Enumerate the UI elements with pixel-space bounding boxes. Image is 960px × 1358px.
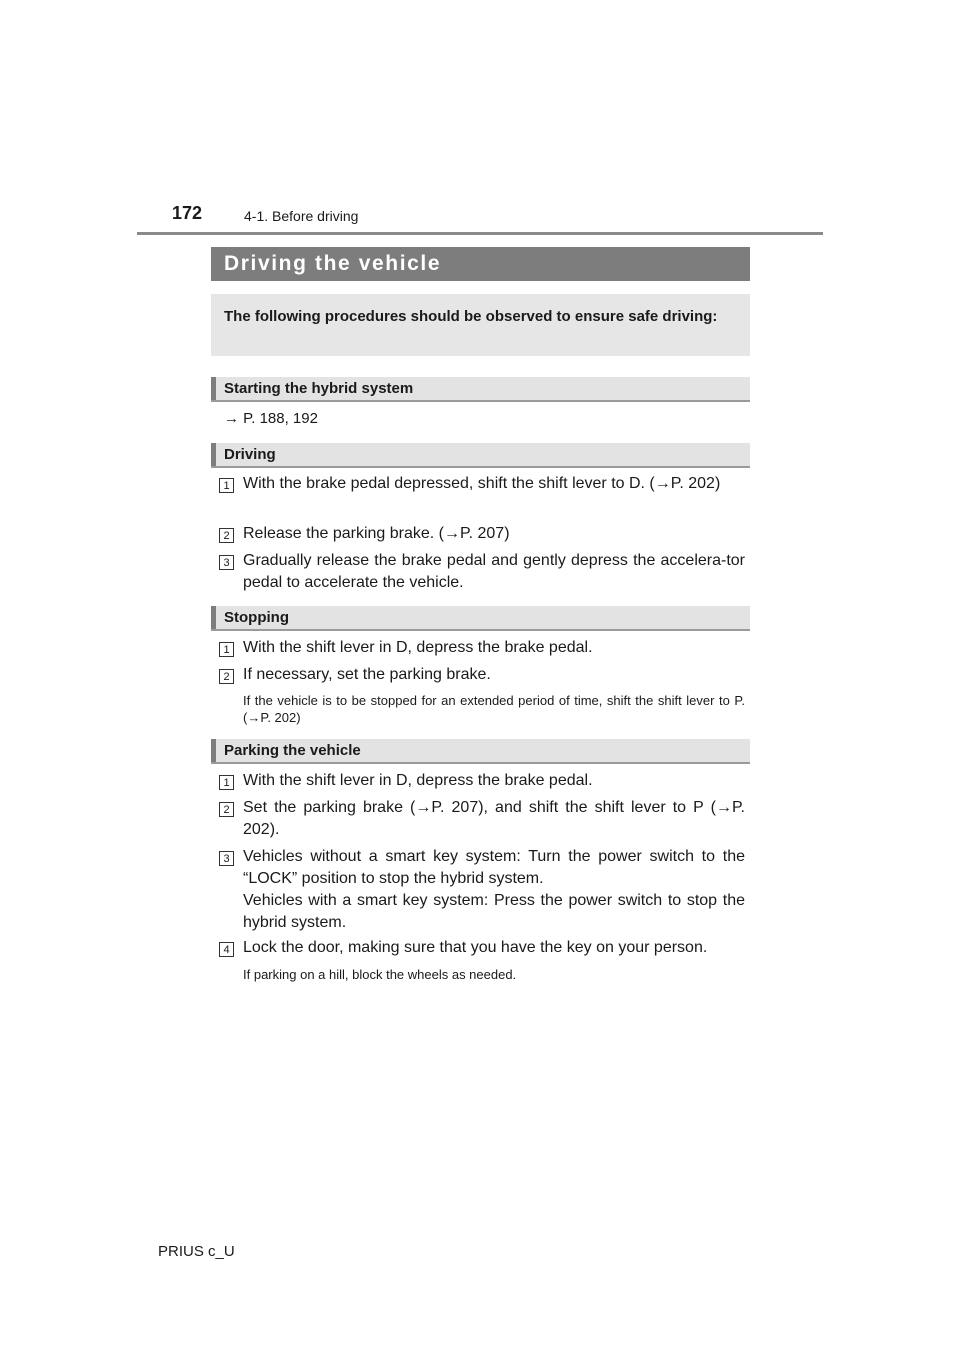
step-number-badge: 1: [219, 478, 234, 493]
section-label: 4-1. Before driving: [244, 208, 359, 224]
page-number: 172: [172, 203, 203, 223]
step-number-badge: 2: [219, 528, 234, 543]
intro-text: The following procedures should be observed to ensure safe driving:: [224, 308, 718, 325]
step-text: With the shift lever in D, depress the brake pedal.: [243, 772, 593, 789]
heading-driving-text: Driving: [224, 446, 276, 463]
step-number-badge: 2: [219, 669, 234, 684]
step-text: Gradually release the brake pedal and gently depress the accelera-tor pedal to accelerate the vehicle.: [243, 552, 745, 591]
heading-stopping-text: Stopping: [224, 609, 289, 626]
step-number-badge: 2: [219, 802, 234, 817]
header-rule: [137, 232, 823, 235]
footer-model: PRIUS c_U: [158, 1243, 235, 1260]
step-number-badge: 4: [219, 942, 234, 957]
step-text: Set the parking brake (→P. 207), and shift the shift lever to P (→P. 202).: [243, 799, 745, 838]
step-text: With the brake pedal depressed, shift the shift lever to D. (→P. 202): [243, 475, 721, 492]
step-continuation-text: Vehicles with a smart key system: Press the power switch to stop the hybrid system.: [243, 892, 745, 931]
heading-parking: [211, 739, 750, 764]
step-text: Lock the door, making sure that you have the key on your person.: [243, 939, 708, 956]
starting-ref: → P. 188, 192: [224, 410, 318, 427]
stopping-note: If the vehicle is to be stopped for an extended period of time, shift the shift lever to P. (→P. 202): [243, 693, 745, 725]
page-title: Driving the vehicle: [224, 252, 442, 275]
step-text: Vehicles without a smart key system: Turn the power switch to the “LOCK” position to stop the hybrid system.: [243, 848, 745, 887]
step-text: Release the parking brake. (→P. 207): [243, 525, 510, 542]
step-number-badge: 3: [219, 851, 234, 866]
heading-starting: [211, 377, 750, 402]
title-bar: [211, 247, 750, 281]
heading-parking-text: Parking the vehicle: [224, 742, 361, 759]
heading-driving: [211, 443, 750, 468]
heading-starting-text: Starting the hybrid system: [224, 380, 414, 397]
step-number-badge: 3: [219, 555, 234, 570]
step-number-badge: 1: [219, 642, 234, 657]
heading-stopping: [211, 606, 750, 631]
step-text: If necessary, set the parking brake.: [243, 666, 491, 683]
step-number-badge: 1: [219, 775, 234, 790]
intro-box: [211, 294, 750, 356]
step-text: With the shift lever in D, depress the brake pedal.: [243, 639, 593, 656]
parking-note: If parking on a hill, block the wheels as needed.: [243, 967, 517, 982]
